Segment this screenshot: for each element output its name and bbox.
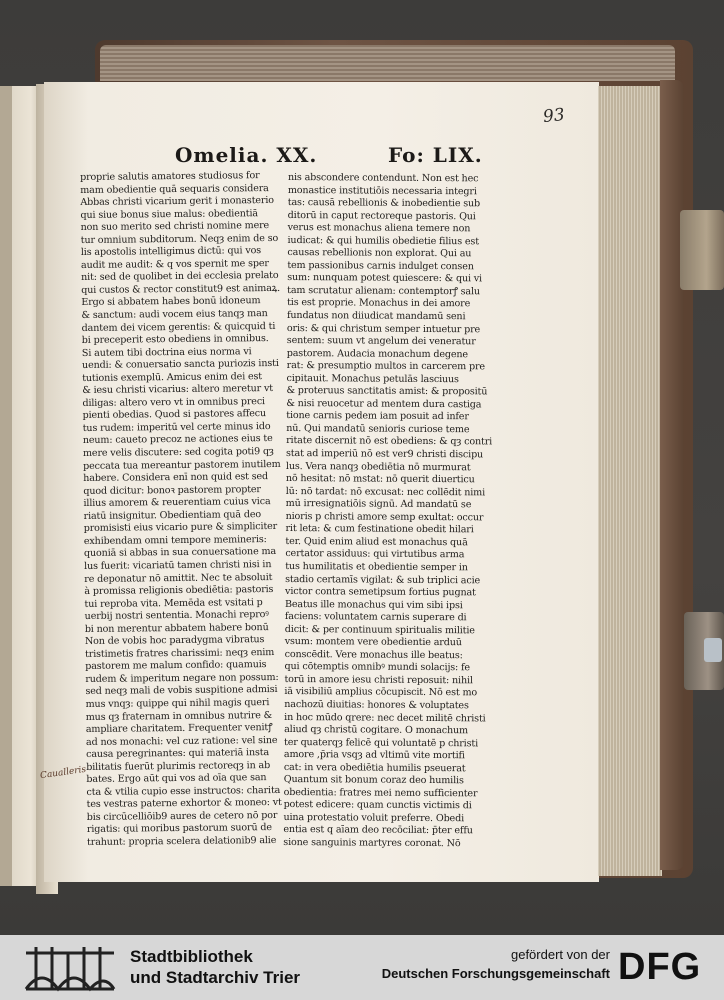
text-line: nit: sed de quolibet in dei ecclesia prelato	[81, 270, 279, 284]
text-line: lus. Vera nanqȝ obediētia nō murmurat	[285, 460, 471, 473]
text-line: Abbas christi vicarium gerit i monasterio	[80, 195, 274, 209]
text-line: verus est monachus aliena temere non	[287, 222, 471, 235]
text-line: dantem dei vicem gerentis: & quicquid ti	[81, 320, 276, 334]
text-line: tutionis exemplū. Amicus enim dei est	[82, 370, 263, 384]
text-line: bi preceperit esto obediens in omnibus.	[81, 333, 269, 347]
text-line: bi non merentur abbatem habere bonū	[84, 621, 269, 635]
text-line: qui custos & rector constitut9 est animaꝝ.	[81, 282, 281, 296]
text-line: oris: & qui christum semper intuetur pre	[286, 322, 481, 335]
text-line: tur omnium subditorum. Neqȝ enim de so	[80, 232, 279, 246]
text-line: tristimetis fratres charissimi: neqȝ enim	[84, 646, 275, 660]
text-line: bis circūcelliōib9 aures de cetero nō por	[86, 809, 278, 823]
text-line: ampliare charitatem. Frequenter venitꝭ	[85, 722, 273, 736]
text-line: nis abscondere contendunt. Non est hec	[287, 172, 479, 185]
text-line: victor contra semetipsum fortius pugnat	[285, 586, 476, 599]
margin-note: Caualleris	[39, 764, 87, 782]
text-line: tam scrutatur alienam: contemptorꝭ salu	[287, 284, 481, 298]
text-line: bilitatis fuerūt plurimis rectoreqȝ in ab	[86, 759, 271, 773]
text-line: neum: caueto precoz ne actiones eius te	[82, 433, 273, 447]
text-line: sione sanguinis martyres coronat. Nō	[283, 836, 461, 850]
text-line: quoniā si abbas in sua conuersatione ma	[83, 546, 277, 560]
text-line: & iesu christi vicarius: altero meretur vt	[82, 383, 273, 397]
text-line: audit me audit: & q vos spernit me sper	[80, 257, 269, 271]
text-line: bates. Ergo aūt qui vos ad oīa que san	[86, 772, 267, 786]
text-line: uerbij nostri sententia. Monachi reproꝰ	[84, 609, 269, 623]
text-line: dicit: & per continuum spiritualis militie	[284, 623, 475, 637]
library-logo-icon	[22, 943, 118, 993]
text-line: causa peregrinantes: qui materiā insta	[86, 747, 270, 761]
text-line: mere velis discutere: sed cogita poti9 qȝ	[82, 446, 274, 460]
text-line: conscēdit. Vere monachus ille beatus:	[284, 648, 463, 662]
text-line: potest edicere: quam cunctis victimis di	[283, 799, 472, 812]
text-line: mus vnqȝ: quippe qui nihil magis queri	[85, 697, 270, 710]
text-line: lus fuerit: vicariatū tamen christi nisi in	[84, 558, 272, 572]
text-line: mus qȝ fraternam in omnibus nutrire &	[85, 709, 273, 723]
text-line: stat ad imperiū nō est ver9 christi discipu	[285, 448, 484, 461]
text-line: sed neqȝ mali de vobis suspitione admisi	[85, 684, 278, 698]
library-name-line2: und Stadtarchiv Trier	[130, 968, 301, 987]
text-line: pastorem. Audacia monachum degene	[286, 347, 469, 360]
text-line: proprie salutis amatores studiosus for	[80, 170, 260, 183]
text-line: torū in amore iesu christi reposuit: nihil	[284, 673, 473, 687]
text-line: cat: in vera obediētia humilis pseuerat	[283, 761, 466, 774]
running-head-left: Omelia. XX.	[175, 143, 318, 167]
text-line: rigatis: qui moribus pastorum suorū de	[86, 822, 272, 836]
funding-line1: gefördert von der	[510, 947, 610, 962]
text-line: à promissa religionis obediētia: pastoris	[84, 584, 274, 598]
footer-bar	[0, 935, 724, 1000]
book-top-edge	[100, 45, 675, 81]
text-line: sentem: suum vt angelum dei veneratur	[286, 335, 476, 348]
text-column-right	[283, 172, 493, 851]
text-line: sum: nunquam potest quiescere: & qui vi	[287, 272, 483, 285]
text-line: amore ,p̄ria vsqȝ ad vltimū vite mortifi	[283, 749, 465, 762]
text-line: nioris p christi amore semp exultat: occur	[285, 510, 484, 524]
text-line: uina protestatio voluit preferre. Obedi	[283, 811, 465, 825]
text-line: mam obedientie quā sequaris considera	[80, 182, 269, 196]
text-line: tui reproba vita. Memēda est vsitati p	[84, 596, 263, 610]
text-line: nū. Qui mandatū senioris curiose teme	[286, 422, 470, 436]
upper-clasp	[680, 210, 724, 290]
running-head-right: Fo: LIX.	[388, 143, 483, 167]
text-line: entia est q aīam deo recōciliat: p̄ter effu	[283, 824, 473, 837]
text-line: rat: & presumptio multos in carcerem pre	[286, 360, 486, 373]
text-line: nō hesitat: nō mstat: nō querit diuerticu	[285, 473, 475, 486]
text-line: tis est proprie. Monachus in dei amore	[287, 297, 471, 310]
text-line: Ergo si abbatem habes bonū idoneum	[81, 295, 261, 309]
text-line: faciens: voluntatem carnis superare di	[284, 611, 467, 624]
text-line: certator assiduus: qui virtutibus arma	[285, 548, 465, 561]
text-line: lū: nō tardat: nō excusat: nec collēdit nimi	[285, 485, 486, 499]
text-line: habere. Considera enī non quid est sed	[83, 471, 269, 485]
text-line: non suo merito sed christi nomine mere	[80, 220, 270, 234]
text-line: Quantum sit bonum coraz deo humilis	[283, 774, 464, 787]
text-line: iudicat: & qui humilis obedietie filius est	[287, 234, 479, 248]
text-line: Si autem tibi doctrina eius norma vi	[81, 345, 252, 359]
text-line: ditorū in caput rectoreque pastoris. Qui	[287, 209, 476, 222]
funding-line2: Deutschen Forschungsgemeinschaft	[381, 966, 610, 981]
text-line: rudem & imperitum negare non possum:	[85, 671, 279, 685]
text-line: tem passionibus carnis indulget consen	[287, 259, 474, 273]
text-line: mū irresignatiōis signū. Ad mandatū se	[285, 498, 472, 511]
text-line: promisisti eius vicario pure & simpliciter	[83, 521, 278, 535]
text-line: qui cōtemptis omnibꝰ mundi solacijs: fe	[284, 661, 471, 674]
text-line: & sanctum: audi vocem eius tanqȝ man	[81, 308, 268, 322]
text-line: tus rudem: imperitū vel certe minus ido	[82, 420, 271, 434]
text-line: Beatus ille monachus qui vim sibi ipsi	[284, 598, 463, 611]
page-fore-edge	[598, 86, 662, 876]
text-line: qui siue bonus siue malus: obedientiā	[80, 207, 259, 221]
text-line: re deponatur nō amittit. Nec te absoluit	[84, 571, 273, 585]
text-line: iā visibiliū amplius cōcupiscit. Nō est mo	[284, 686, 478, 699]
text-line: pastorem me malum confido: quamuis	[85, 659, 267, 673]
text-line: quod dicitur: bonoꝛ pastorem propter	[83, 483, 261, 497]
text-line: ter quaterqȝ felicē qui voluntatē p christi	[283, 736, 479, 749]
text-line: cipitauit. Monachus petulās lasciuus	[286, 372, 459, 385]
text-line: tes vestras paterne exhortor & moneo: vt	[86, 797, 282, 811]
lower-clasp	[684, 612, 724, 690]
text-line: cta & vtilia cupio esse instructos: charita	[86, 784, 281, 798]
text-line: obedientia: fratres mei nemo sufficienter	[283, 786, 478, 800]
text-line: tus humilitatis et obedientie semper in	[285, 560, 468, 574]
text-line: rit leta: & cum festinatione obedit hilari	[285, 523, 474, 536]
text-line: & nisi reuocetur ad mentem dura castiga	[286, 397, 482, 411]
dfg-logo: DFG	[618, 946, 702, 988]
text-line: pienti obedias. Quod si pastores affecu	[82, 408, 267, 422]
text-line: illius amorem & reuerentiam cuius vica	[83, 496, 271, 510]
text-line: ad nos monachi: vel cuz ratione: vel sine	[85, 734, 278, 748]
text-line: diligas: altero vero vt in omnibus preci	[82, 395, 266, 409]
text-line: in hoc mūdo qrere: nec decet militē christi	[284, 711, 486, 724]
text-line: nachozū diuitias: honores & voluptates	[284, 698, 469, 712]
text-line: lis apostolis intelligimus dictū: qui vos	[80, 245, 262, 259]
library-name-line1: Stadtbibliothek	[130, 947, 253, 966]
text-line: uendi: & conuersatio sancta puriozis insti	[81, 358, 279, 372]
folio-number: 93	[542, 104, 566, 128]
text-line: trahunt: propria scelera delationib9 alie	[86, 834, 277, 848]
text-line: monastice institutiōis necessaria integri	[287, 184, 477, 197]
text-line: Non de vobis hoc paradygma vibratus	[84, 634, 265, 648]
text-column-left	[80, 170, 285, 850]
text-line: vsum: montem vere obedientie arduū	[284, 636, 462, 649]
text-line: riatū insignitur. Obedientiam quā deo	[83, 508, 262, 522]
book-spine-edge	[660, 80, 684, 870]
text-line: stadio certamīs vigilat: & sub triplici acie	[285, 573, 481, 586]
text-line: tas: causā rebellionis & inobedientie sub	[287, 197, 481, 210]
text-line: causas rebellionis non explorat. Qui au	[287, 247, 472, 260]
text-line: ter. Quid enim aliud est monachus quā	[285, 535, 468, 549]
text-line: tione carnis pedem iam posuit ad infer	[286, 410, 469, 423]
text-line: exhibendam omni tempore memineris:	[83, 533, 267, 547]
text-line: fundatus non diiudicat mandamū seni	[286, 310, 466, 323]
text-line: & proteruus sanctitatis amist: & propositū	[286, 385, 488, 398]
text-line: aliud qȝ christū cogitare. O monachum	[284, 724, 469, 737]
text-line: ritate discernit nō est obediens: & qȝ contri	[286, 435, 493, 448]
text-line: peccata tua mereantur pastorem inutilem	[83, 458, 281, 472]
